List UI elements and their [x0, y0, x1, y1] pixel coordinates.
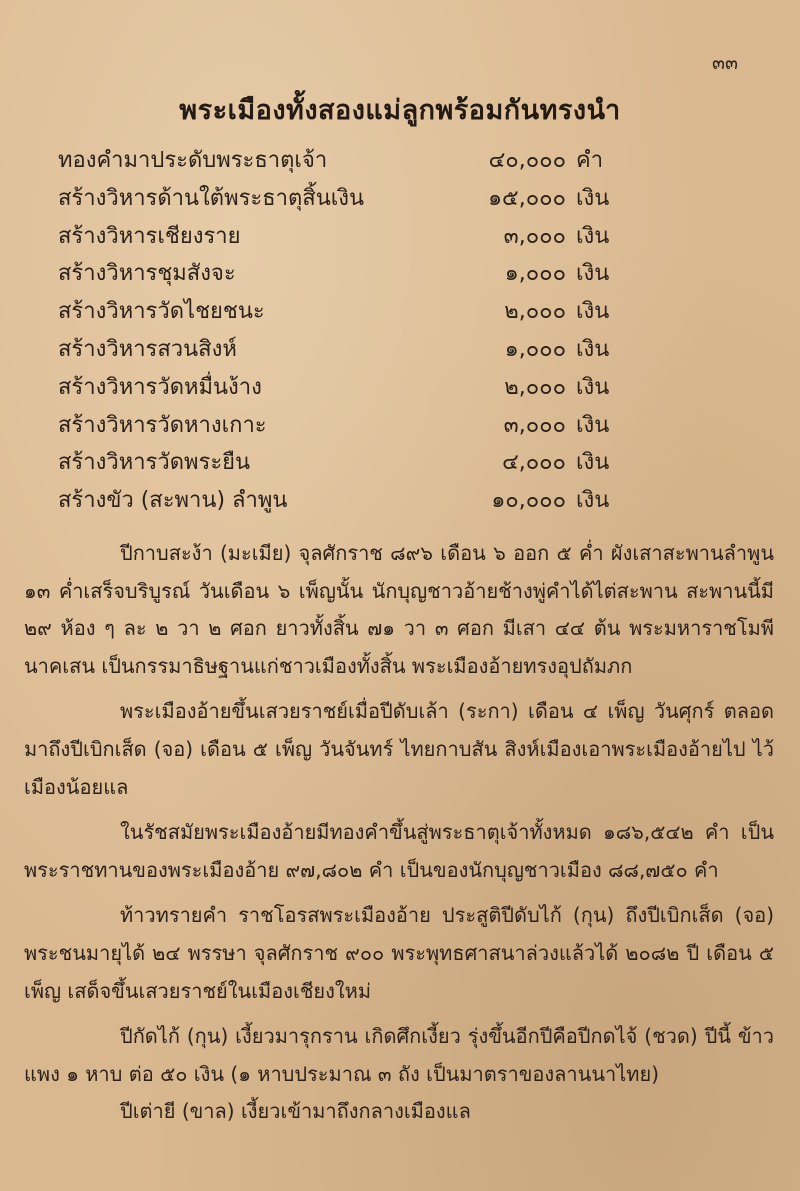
body-text [24, 535, 774, 1131]
ledger-row [58, 259, 618, 297]
page-number: ๓๓ [712, 52, 738, 74]
paragraph: พระเมืองอ้ายขึ้นเสวยราชย์เมื่อปีดับเล้า (ระกา) เดือน ๔ เพ็ญ วันศุกร์ ตลอด มาถึงปีเบิกเส็ด (จอ) เดือน ๕ เพ็ญ วันจันทร์ ไทยกาบสัน สิงห์เมืองเอาพระเมืองอ้ายไป ไว้เมืองน้อยแล [24, 699, 774, 799]
ledger-row [58, 222, 618, 260]
paragraph: ปีเต่ายี (ขาล) เงี้ยวเข้ามาถึงกลางเมืองแล [120, 1099, 471, 1124]
ledger-item: สร้างวิหารวัดพระยืน [58, 450, 251, 476]
ledger-amount: ๓,๐๐๐ [503, 223, 566, 249]
ledger-unit: เงิน [576, 336, 610, 362]
ledger-item: สร้างขัว (สะพาน) ลำพูน [58, 488, 288, 514]
ledger-unit: เงิน [576, 299, 610, 325]
ledger-unit: เงิน [576, 450, 610, 476]
ledger-item: สร้างวิหารวัดหางเกาะ [58, 412, 267, 438]
ledger-amount: ๒,๐๐๐ [504, 299, 566, 325]
ledger-row [58, 335, 618, 373]
ledger-item: สร้างวิหารด้านใต้พระธาตุสิ้นเงิน [58, 185, 365, 211]
ledger-amount: ๓,๐๐๐ [503, 412, 566, 438]
ledger-row [58, 146, 618, 184]
ledger-row [58, 411, 618, 449]
ledger-row [58, 184, 618, 222]
ledger-unit: เงิน [576, 488, 610, 514]
ledger-unit: เงิน [576, 374, 610, 400]
paragraph: ในรัชสมัยพระเมืองอ้ายมีทองคำขึ้นสู่พระธาตุเจ้าทั้งหมด ๑๘๖,๕๔๒ คำ เป็น พระราชทานของพระเมืองอ้าย ๙๗,๘๐๒ คำ เป็นของนักบุญชาวเมือง ๘๘,๗๕๐ คำ [24, 820, 774, 882]
paragraph: ปีกาบสะง้า (มะเมีย) จุลศักราช ๘๙๖ เดือน ๖ ออก ๕ ค่ำ ผังเสาสะพานลำพูน ๑๓ ค่ำเสร็จบริบูรณ์ วันเดือน ๖ เพ็ญนั้น นักบุญชาวอ้ายช้างพู่คำได้ไต่สะพาน สะพานนี้มี ๒๙ ห้อง ๆ ละ ๒ วา ๒ ศอก ยาวทั้งสิ้น ๗๑ วา ๓ ศอก มีเสา ๔๔ ต้น พระมหาราชโมพี นาคเสน เป็นกรรมาธิษฐานแก่ชาวเมืองทั้งสิ้น พระเมืองอ้ายทรงอุปถัมภก [24, 541, 774, 678]
paragraph: ท้าวทรายคำ ราชโอรสพระเมืองอ้าย ประสูติปีดับไก้ (กุน) ถึงปีเบิกเส็ด (จอ) พระชนมายุได้ ๒๔ พรรษา จุลศักราช ๙๐๐ พระพุทธศาสนาล่วงแล้วได้ ๒๐๘๒ ปี เดือน ๕ เพ็ญ เสด็จขึ้นเสวยราชย์ในเมืองเชียงใหม่ [24, 903, 774, 1003]
ledger-amount: ๑,๐๐๐ [504, 336, 566, 362]
ledger-amount: ๑,๐๐๐ [504, 261, 566, 287]
donation-ledger [58, 146, 618, 524]
ledger-unit: เงิน [576, 261, 610, 287]
ledger-row [58, 297, 618, 335]
ledger-row [58, 448, 618, 486]
ledger-unit: เงิน [576, 412, 610, 438]
ledger-item: สร้างวิหารสวนสิงห์ [58, 336, 237, 362]
ledger-item: สร้างวิหารวัดหมื่นง้าง [58, 374, 262, 400]
paragraph: ปีกัดไก้ (กุน) เงี้ยวมารุกราน เกิดศึกเงี้ยว รุ่งขึ้นอีกปีคือปีกดไจ้ (ชวด) ปีนี้ ข้าวแพง ๑ หาบ ต่อ ๕๐ เงิน (๑ หาบประมาณ ๓ ถัง เป็นมาตราของลานนาไทย) [24, 1024, 774, 1086]
ledger-item: ทองคำมาประดับพระธาตุเจ้า [58, 148, 328, 173]
ledger-unit: คำ [576, 148, 604, 173]
ledger-item: สร้างวิหารเชียงราย [58, 223, 241, 249]
ledger-amount: ๔,๐๐๐ [502, 450, 566, 476]
ledger-amount: ๑๕,๐๐๐ [488, 185, 566, 211]
ledger-item: สร้างวิหารวัดไชยชนะ [58, 299, 265, 325]
ledger-row [58, 486, 618, 524]
ledger-item: สร้างวิหารชุมสังจะ [58, 261, 236, 287]
ledger-amount: ๒,๐๐๐ [504, 374, 566, 400]
ledger-amount: ๔๐,๐๐๐ [488, 148, 566, 173]
ledger-row [58, 373, 618, 411]
ledger-unit: เงิน [576, 223, 610, 249]
ledger-amount: ๑๐,๐๐๐ [491, 488, 566, 514]
page-title: พระเมืองทั้งสองแม่ลูกพร้อมกันทรงนำ [179, 95, 621, 126]
ledger-unit: เงิน [576, 185, 610, 211]
